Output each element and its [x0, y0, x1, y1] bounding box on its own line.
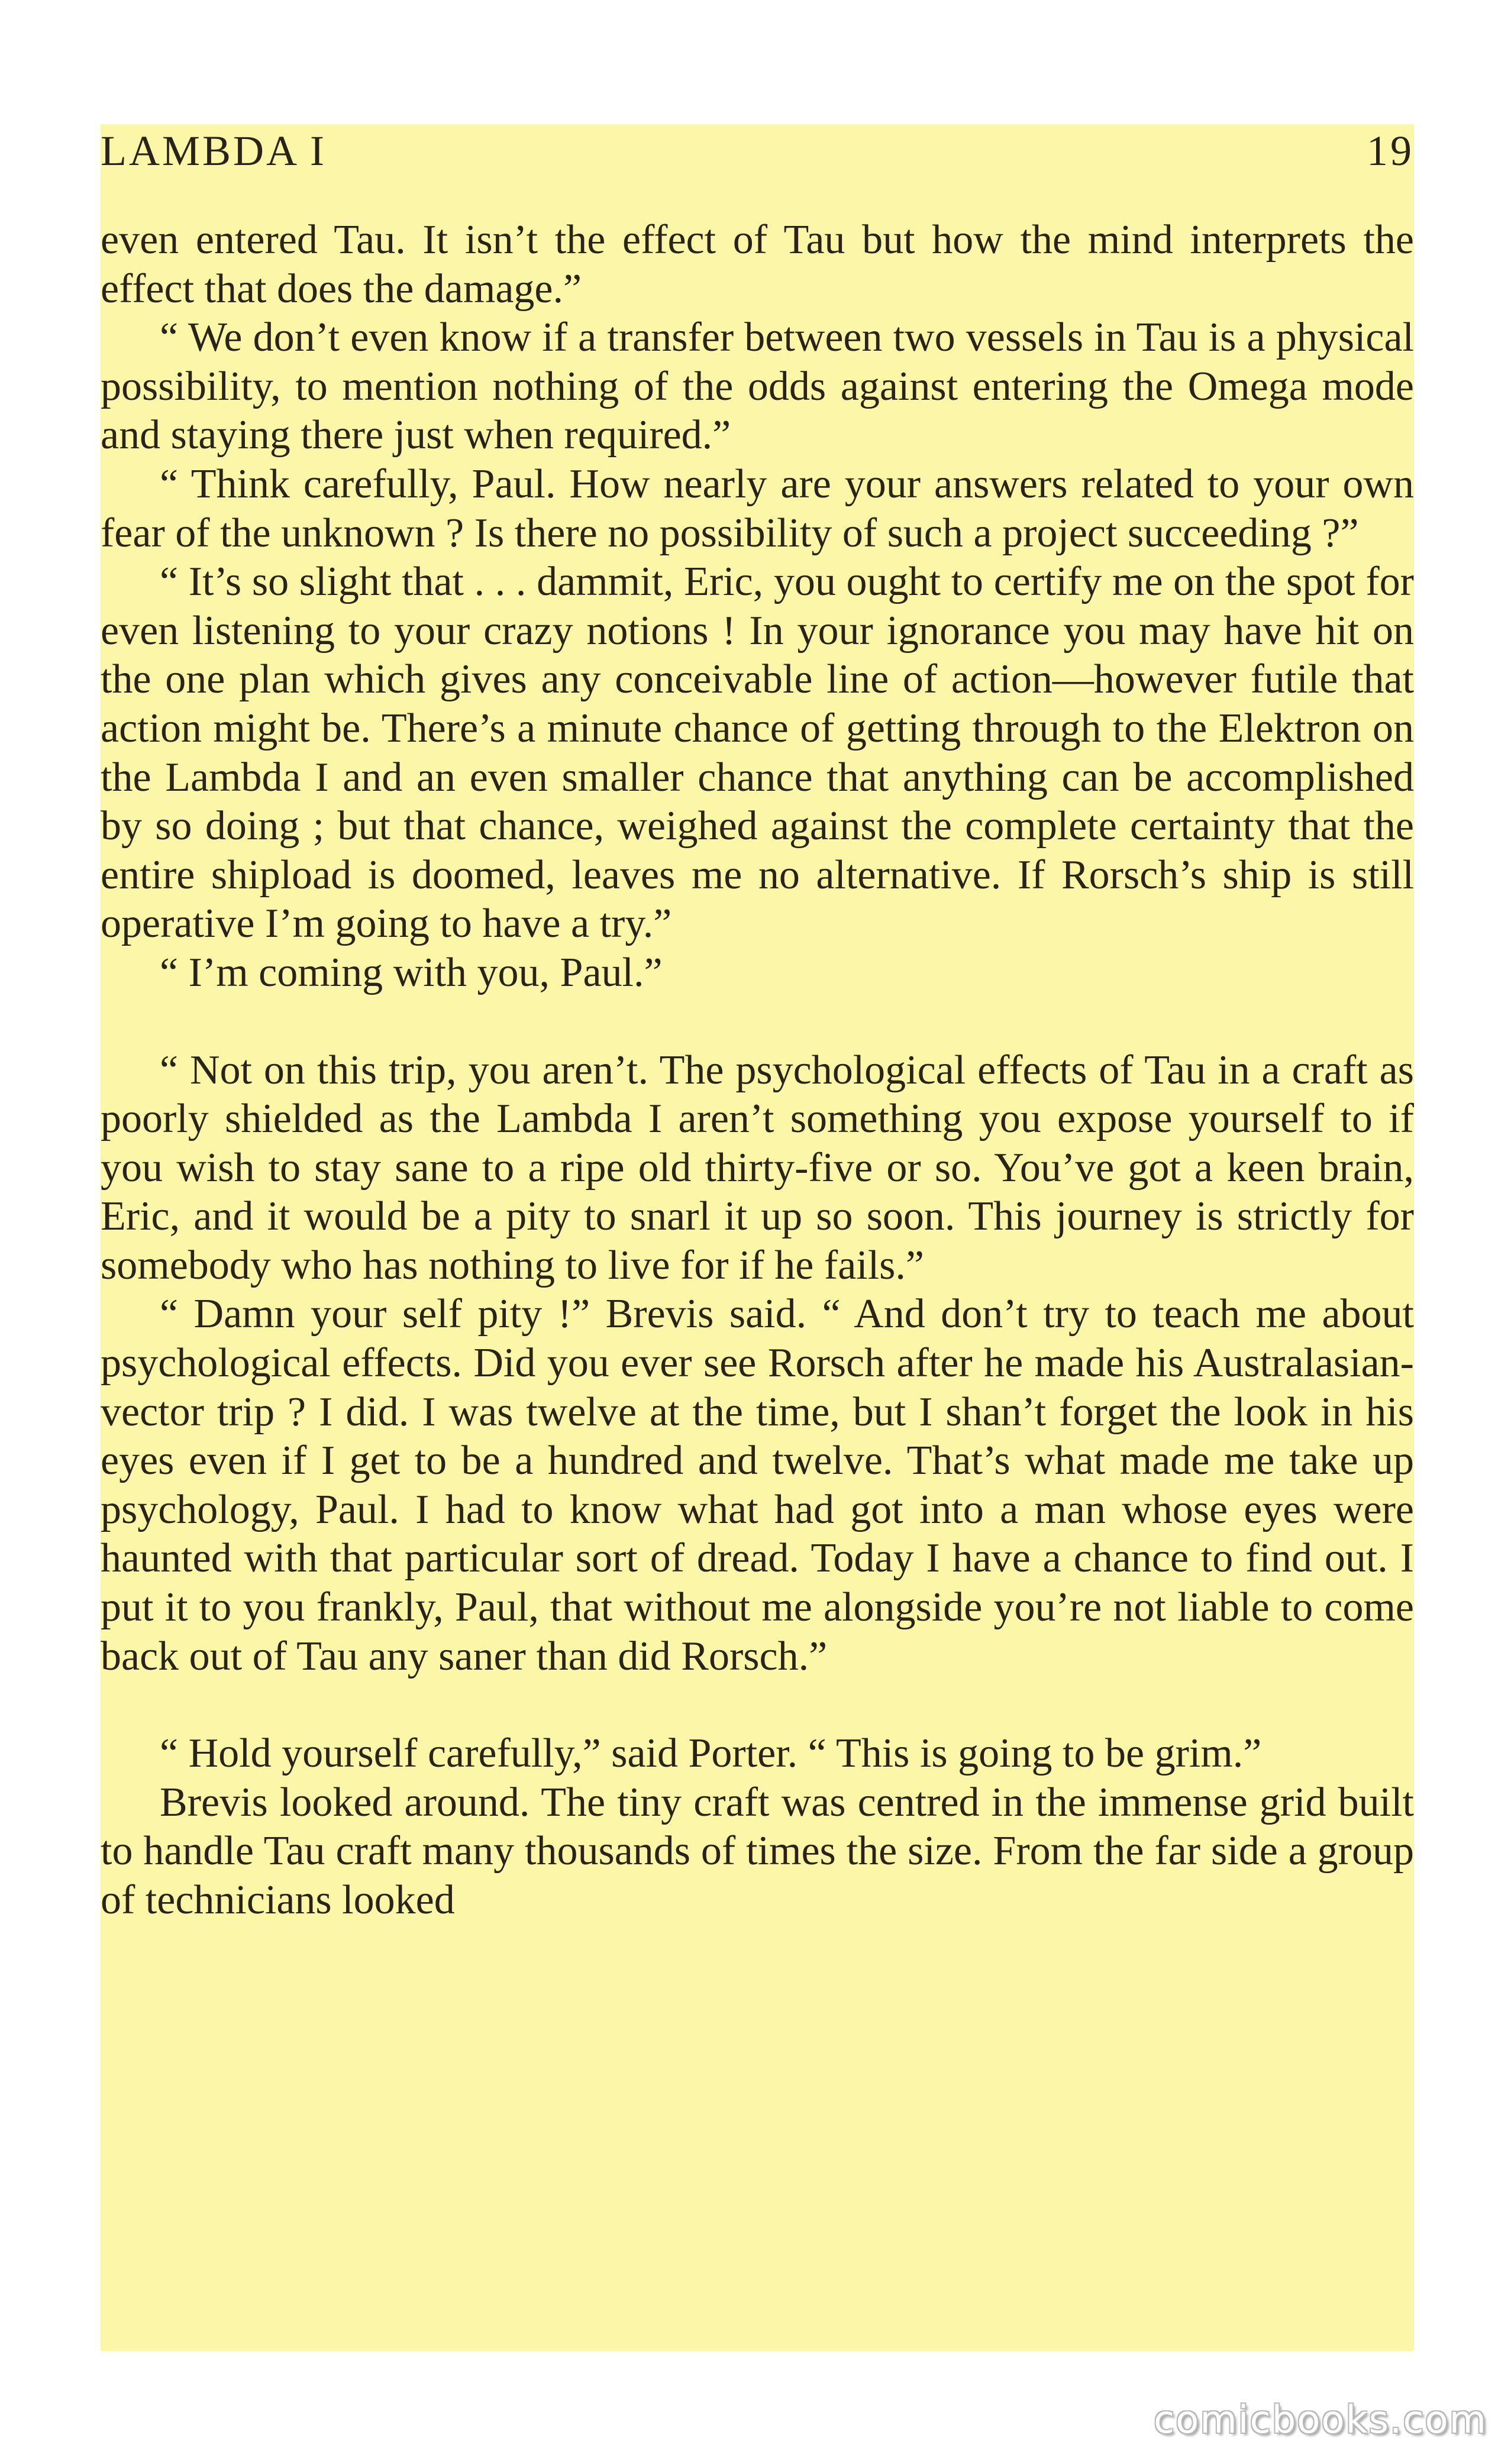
body-text — [101, 216, 1414, 1925]
paragraph: “ Damn your self pity !” Brevis said. “ And don’t try to teach me about psychological effects. Did you ever see Rorsch after he made his Australasian-vector trip ? I did. I was twelve at the time, but I shan’t forget the look in his eyes even if I get to be a hundred and twelve. That’s what made me take up psychology, Paul. I had to know what had got into a man whose eyes were haunted with that particular sort of dread. Today I have a chance to find out. I put it to you frankly, Paul, that without me alongside you’re not liable to come back out of Tau any saner than did Rorsch.” — [101, 1291, 1414, 1679]
paragraph: “ It’s so slight that . . . dammit, Eric, you ought to certify me on the spot for even listening to your crazy notions ! In your ignorance you may have hit on the one plan which gives any conceivable line of action—however futile that action might be. There’s a minute chance of getting through to the Elektron on the Lambda I and an even smaller chance that anything can be accomplished by so doing ; but that chance, weighed against the complete certainty that the entire shipload is doomed, leaves me no alternative. If Rorsch’s ship is still operative I’m going to have a try.” — [101, 559, 1414, 947]
paragraph: even entered Tau. It isn’t the effect of Tau but how the mind interprets the effect that does the damage.” — [101, 217, 1414, 312]
running-head: LAMBDA I — [101, 127, 327, 174]
paragraph: “ Think carefully, Paul. How nearly are your answers related to your own fear of the unknown ? Is there no possibility of such a project succeeding ?” — [101, 461, 1414, 556]
paragraph: “ Not on this trip, you aren’t. The psychological effects of Tau in a craft as poorly shielded as the Lambda I aren’t something you expose yourself to if you wish to stay sane to a ripe old thirty-five or so. You’ve got a keen brain, Eric, and it would be a pity to snarl it up so soon. This journey is strictly for somebody who has nothing to live for if he fails.” — [101, 1047, 1414, 1288]
watermark: comicbooks.com — [1153, 2398, 1487, 2442]
paragraph: “ Hold yourself carefully,” said Porter. “ This is going to be grim.” — [160, 1731, 1262, 1777]
paragraph: “ We don’t even know if a transfer between two vessels in Tau is a physical possibility, to mention nothing of the odds against entering the Omega mode and staying there just when required.” — [101, 315, 1414, 458]
page-number: 19 — [1367, 127, 1414, 174]
paragraph: “ I’m coming with you, Paul.” — [160, 949, 663, 995]
paragraph: Brevis looked around. The tiny craft was centred in the immense grid built to handle Tau craft many thousands of times the size. From the far side a group of technicians looked — [101, 1779, 1414, 1923]
page-header — [101, 124, 1414, 183]
book-page — [101, 124, 1414, 2351]
